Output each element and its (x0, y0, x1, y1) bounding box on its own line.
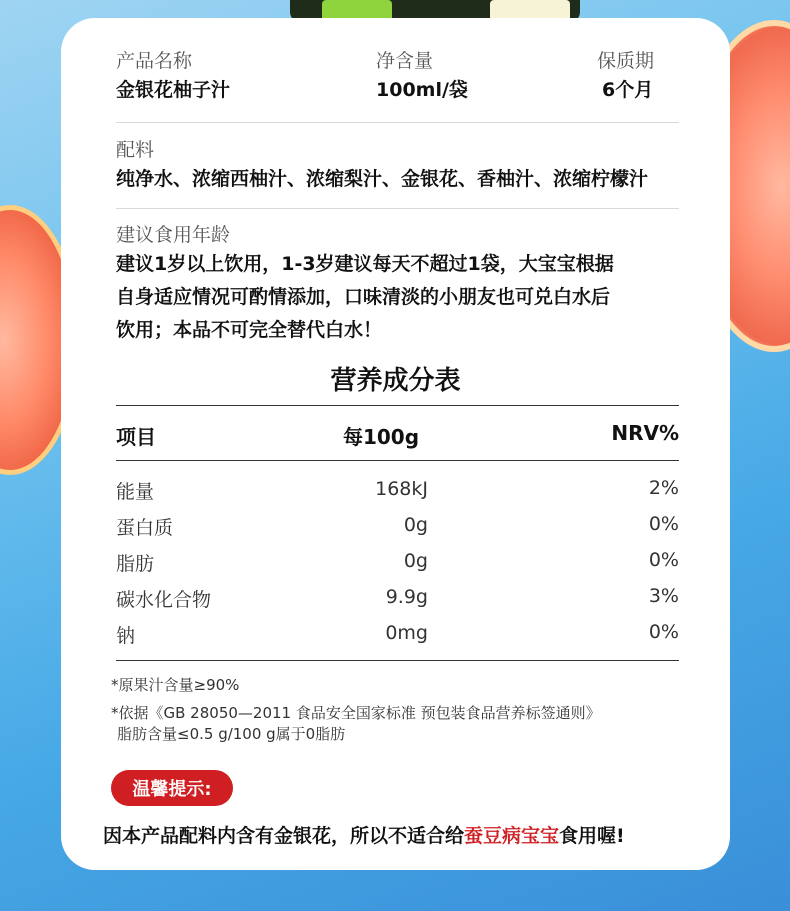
nutrient-amount: 9.9g (385, 586, 428, 608)
table-header-per100g: 每100g (342, 425, 420, 449)
warning-text (103, 821, 703, 848)
nutrient-amount: 0g (403, 514, 428, 536)
age-label: 建议食用年龄 (116, 224, 231, 246)
nutrient-name: 能量 (116, 481, 155, 503)
table-header-nrv: NRV% (611, 421, 679, 445)
table-top-rule (116, 405, 679, 406)
nutrient-amount: 168kJ (375, 478, 428, 500)
nutrient-nrv: 2% (648, 477, 679, 499)
divider (116, 208, 679, 209)
product-name-label: 产品名称 (116, 50, 193, 72)
nutrient-nrv: 0% (648, 621, 679, 643)
nutrient-amount: 0g (403, 550, 428, 572)
age-line: 自身适应情况可酌情添加，口味清淡的小朋友也可兑白水后 (116, 286, 611, 308)
nutrient-name: 钠 (116, 625, 136, 647)
age-description (116, 248, 686, 347)
table-header-item: 项目 (116, 425, 156, 449)
table-bottom-rule (116, 660, 679, 661)
table-header-rule (116, 460, 679, 461)
nutrient-amount: 0mg (385, 622, 428, 644)
warning-highlight: 蚕豆病宝宝 (464, 825, 560, 847)
standard-note (111, 703, 711, 745)
nutrient-nrv: 0% (648, 549, 679, 571)
divider (116, 122, 679, 123)
product-name-value: 金银花柚子汁 (116, 79, 231, 101)
ingredients-value: 纯净水、浓缩西柚汁、浓缩梨汁、金银花、香柚汁、浓缩柠檬汁 (116, 168, 649, 190)
age-line: 建议1岁以上饮用，1-3岁建议每天不超过1袋，大宝宝根据 (116, 253, 614, 275)
standard-note-line: *依据《GB 28050—2011 食品安全国家标准 预包装食品营养标签通则》 (111, 704, 601, 722)
standard-note-line: 脂肪含量≤0.5 g/100 g属于0脂肪 (117, 725, 346, 743)
net-content-value: 100ml/袋 (376, 79, 468, 101)
nutrient-name: 脂肪 (116, 553, 155, 575)
juice-content-note: *原果汁含量≥90% (111, 676, 240, 694)
nutrient-name: 碳水化合物 (116, 589, 212, 611)
nutrient-nrv: 3% (648, 585, 679, 607)
warning-badge: 温馨提示: (111, 770, 233, 806)
nutrient-nrv: 0% (648, 513, 679, 535)
net-content-label: 净含量 (376, 50, 434, 72)
warning-text-after: 食用喔! (559, 825, 625, 847)
warning-text-before: 因本产品配料内含有金银花，所以不适合给 (103, 825, 465, 847)
shelf-life-value: 6个月 (602, 79, 654, 101)
nutrition-title: 营养成分表 (330, 366, 461, 396)
info-card (61, 18, 730, 870)
nutrient-name: 蛋白质 (116, 517, 174, 539)
ingredients-label: 配料 (116, 139, 155, 161)
age-line: 饮用；本品不可完全替代白水！ (116, 319, 383, 341)
shelf-life-label: 保质期 (597, 50, 655, 72)
